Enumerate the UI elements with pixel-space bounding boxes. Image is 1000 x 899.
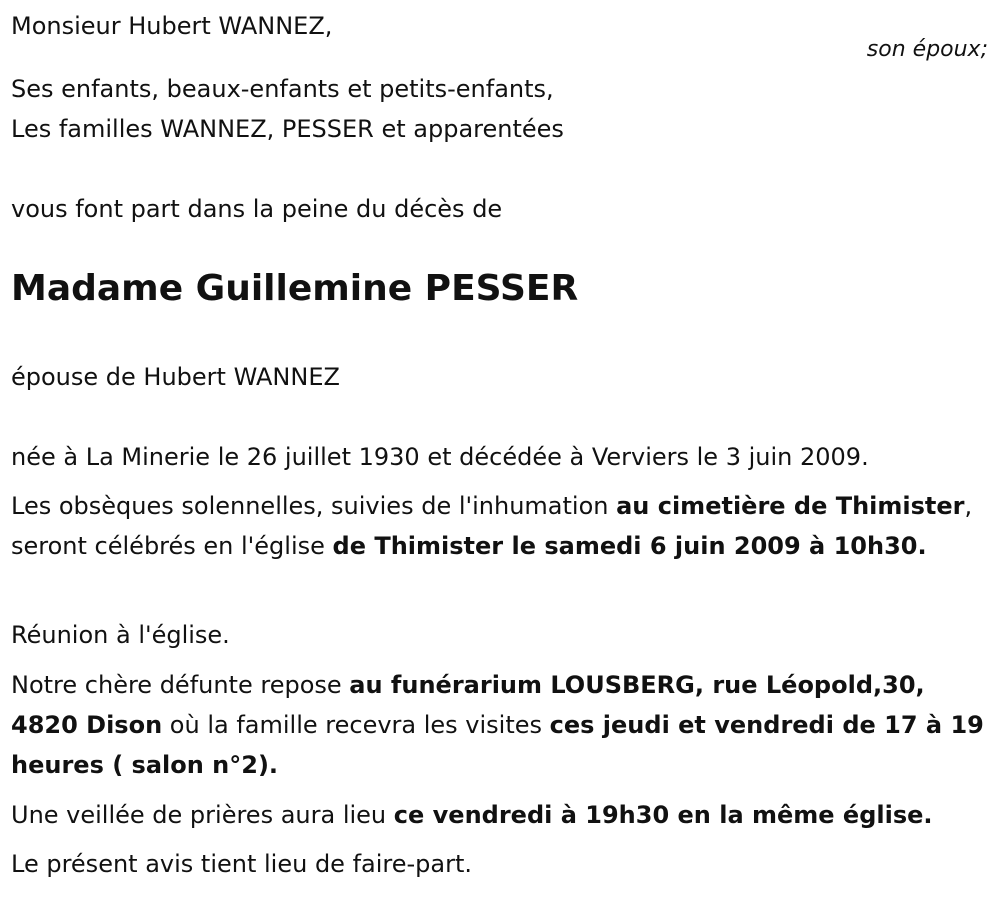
deceased-name: Madame Guillemine PESSER	[11, 268, 579, 309]
birth-death-line: née à La Minerie le 26 juillet 1930 et décédée à Verviers le 3 juin 2009.	[11, 443, 869, 471]
funeral-text-1: Les obsèques solennelles, suivies de l'inhumation	[11, 492, 617, 520]
family-line-families: Les familles WANNEZ, PESSER et apparentées	[11, 115, 564, 143]
rest-text-1: Notre chère défunte repose	[11, 671, 350, 699]
reunion-line: Réunion à l'église.	[11, 621, 230, 649]
closing-line: Le présent avis tient lieu de faire-part.	[11, 850, 473, 878]
vigil-line	[11, 795, 933, 835]
vigil-text: Une veillée de prières aura lieu	[11, 801, 394, 829]
rest-paragraph	[11, 665, 996, 785]
spouse-label: son époux;	[866, 37, 988, 62]
family-line-children: Ses enfants, beaux-enfants et petits-enfants,	[11, 75, 554, 103]
funeral-home-address: au funérarium LOUSBERG, rue Léopold,30, 4820 Dison	[11, 671, 925, 739]
funeral-cemetery: au cimetière de Thimister	[616, 492, 965, 520]
funeral-paragraph	[11, 486, 996, 566]
visiting-hours: ces jeudi et vendredi de 17 à 19 heures ( salon n°2).	[11, 711, 984, 779]
spouse-of-line: épouse de Hubert WANNEZ	[11, 363, 340, 391]
funeral-date: de Thimister le samedi 6 juin 2009 à 10h30.	[332, 532, 927, 560]
funeral-text-2: , seront célébrés en l'église	[11, 492, 973, 560]
rest-text-2: où la famille recevra les visites	[162, 711, 550, 739]
announcement-line: vous font part dans la peine du décès de	[11, 195, 503, 223]
family-line-husband: Monsieur Hubert WANNEZ,	[11, 12, 333, 40]
vigil-time: ce vendredi à 19h30 en la même église.	[393, 801, 933, 829]
